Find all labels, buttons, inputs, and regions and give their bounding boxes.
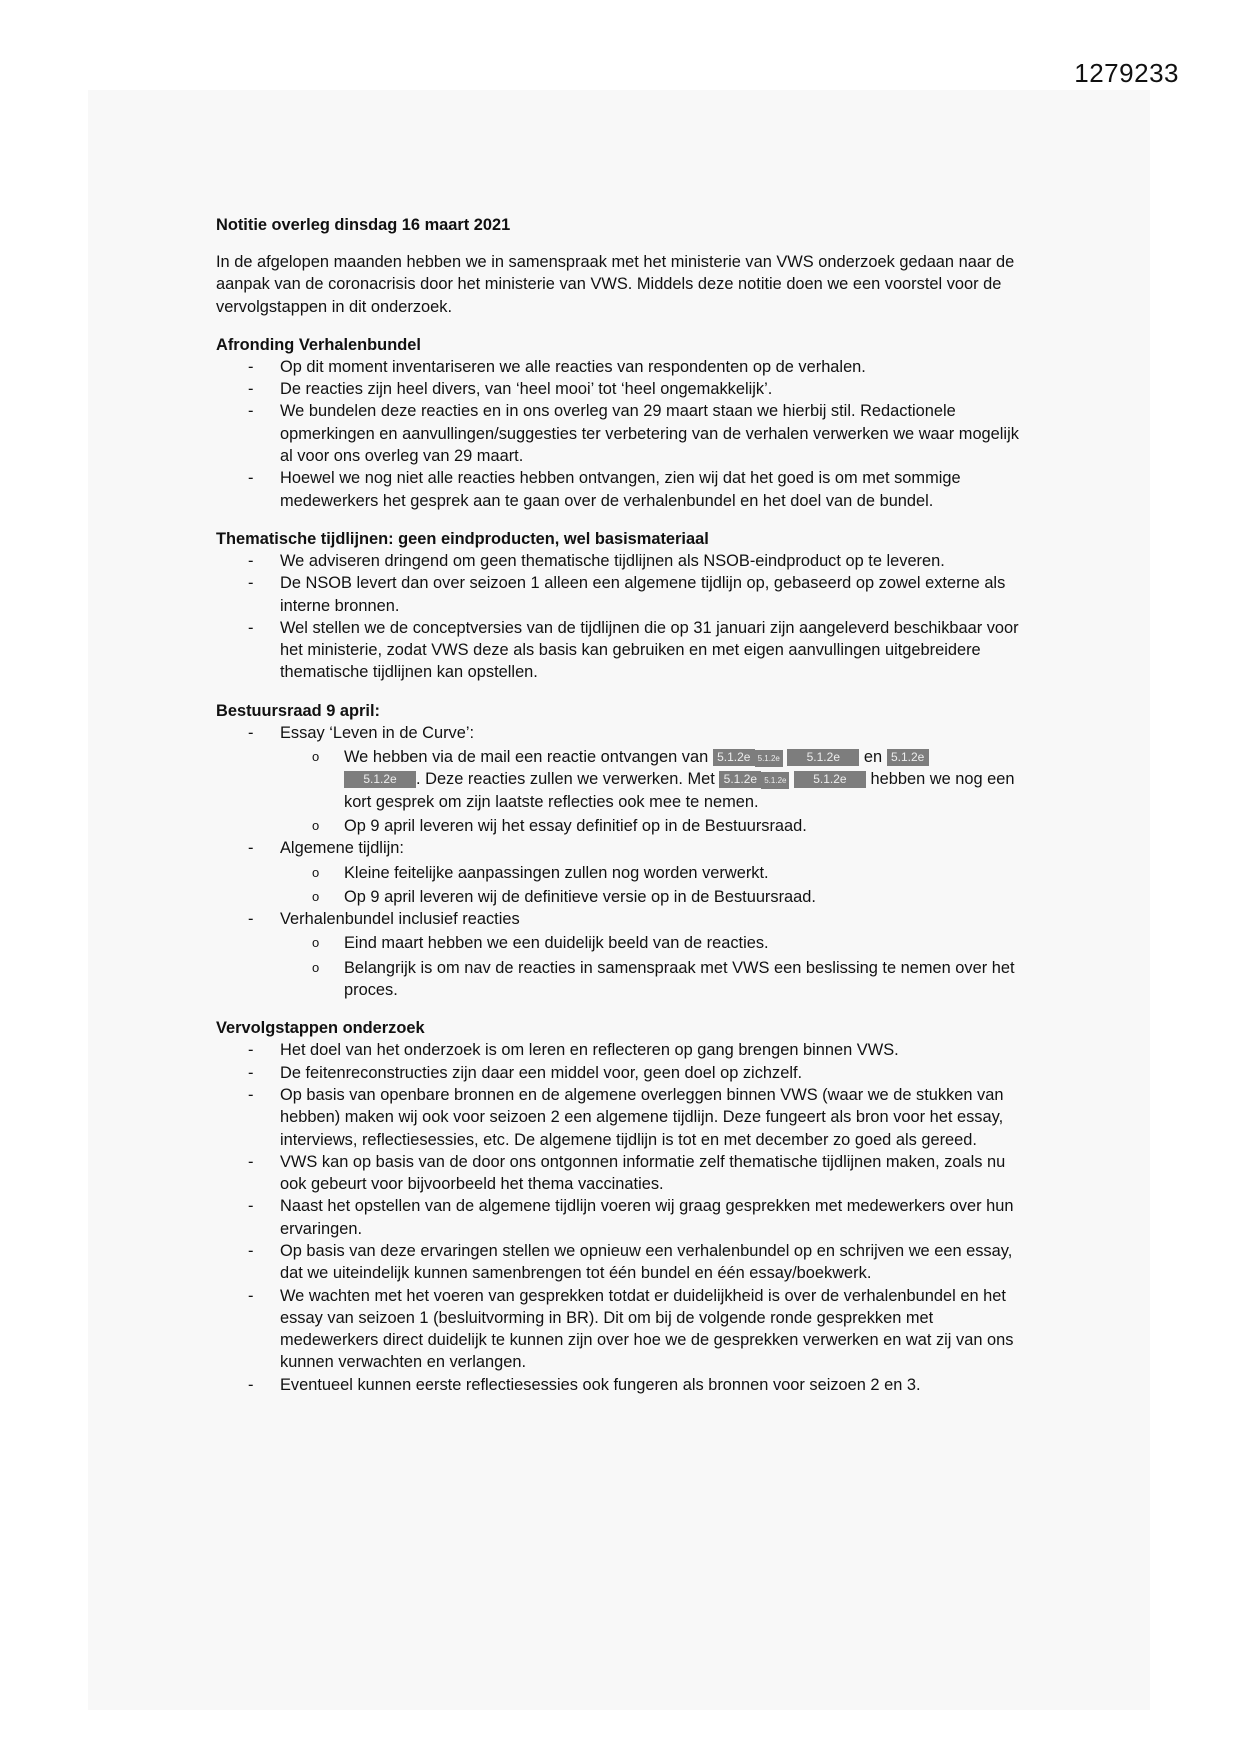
sublist-text: We hebben via de mail een reactie ontvangen van <box>344 748 709 767</box>
tijdlijn-label: Algemene tijdlijn: <box>280 839 404 858</box>
list-item: - We wachten met het voeren van gesprekken totdat er duidelijkheid is over de verhalenbundel en het essay van seizoen 1 (besluitvorming in BR). Dit om bij de volgende ronde gesprekken met medewerkers direct duidelijk te kunnen zijn over hoe we de gesprekken verwerken en wat zij van ons kunnen verwachten en verlangen. <box>216 1285 1036 1374</box>
section-list-verhalenbundel <box>216 356 1036 512</box>
list-item: - Het doel van het onderzoek is om leren en reflecteren op gang brengen binnen VWS. <box>216 1039 1036 1061</box>
sublist-item: o Op 9 april leveren wij de definitieve versie op in de Bestuursraad. <box>280 886 1036 908</box>
tijdlijn-sublist <box>280 862 1036 909</box>
document-number: 1279233 <box>1074 58 1179 88</box>
redaction-block: 5.1.2e <box>761 772 789 789</box>
bundel-sublist <box>280 932 1036 1001</box>
list-item: - We bundelen deze reacties en in ons overleg van 29 maart staan we hierbij stil. Redactionele opmerkingen en aanvullingen/suggesties ter verbetering van de verhalen verwerken we waar mogelijk al voor ons overleg van 29 maart. <box>216 400 1036 467</box>
document-body <box>216 214 1036 1396</box>
list-item-essay <box>216 722 1036 837</box>
document-title: Notitie overleg dinsdag 16 maart 2021 <box>216 216 511 234</box>
list-item: - VWS kan op basis van de door ons ontgonnen informatie zelf thematische tijdlijnen maken, zoals nu ook gebeurt voor bijvoorbeeld het thema vaccinaties. <box>216 1151 1036 1196</box>
list-item: - Wel stellen we de conceptversies van de tijdlijnen die op 31 januari zijn aangeleverd beschikbaar voor het ministerie, zodat VWS deze als basis kan gebruiken en met eigen aanvullingen uitgebreidere thematische tijdlijnen kan opstellen. <box>216 617 1036 684</box>
section-heading-tijdlijnen: Thematische tijdlijnen: geen eindproducten, wel basismateriaal <box>216 529 709 548</box>
list-item: - Op basis van openbare bronnen en de algemene overleggen binnen VWS (waar we de stukken van hebben) maken wij ook voor seizoen 2 een algemene tijdlijn. Deze fungeert als bron voor het essay, interviews, reflectiesessies, etc. De algemene tijdlijn is tot en met december zo goed als gereed. <box>216 1084 1036 1151</box>
redaction-block: 5.1.2e <box>755 750 783 767</box>
list-item-bundel <box>216 908 1036 1001</box>
sublist-item: o Belangrijk is om nav de reacties in samenspraak met VWS een beslissing te nemen over het proces. <box>280 957 1036 1002</box>
section-list-vervolgstappen <box>216 1039 1036 1396</box>
sublist-item: o Eind maart hebben we een duidelijk beeld van de reacties. <box>280 932 1036 954</box>
bundel-label: Verhalenbundel inclusief reacties <box>280 910 520 929</box>
sublist-item <box>280 746 1036 813</box>
sublist-text: . Deze reacties zullen we verwerken. Met <box>416 770 715 789</box>
list-item: - Hoewel we nog niet alle reacties hebben ontvangen, zien wij dat het goed is om met sommige medewerkers het gesprek aan te gaan over de verhalenbundel en het doel van de bundel. <box>216 467 1036 512</box>
list-item: - We adviseren dringend om geen thematische tijdlijnen als NSOB-eindproduct op te leveren. <box>216 550 1036 572</box>
intro-paragraph: In de afgelopen maanden hebben we in samenspraak met het ministerie van VWS onderzoek gedaan naar de aanpak van de coronacrisis door het ministerie van VWS. Middels deze notitie doen we een voorstel voor de vervolgstappen in dit onderzoek. <box>216 253 1015 316</box>
list-item: - De reacties zijn heel divers, van ‘heel mooi’ tot ‘heel ongemakkelijk’. <box>216 378 1036 400</box>
redaction-block: 5.1.2e <box>719 771 761 788</box>
redaction-block: 5.1.2e <box>887 749 929 766</box>
sublist-text: hebben we nog een kort gesprek om zijn laatste reflecties ook mee te nemen. <box>344 770 1015 811</box>
list-item: - Eventueel kunnen eerste reflectiesessies ook fungeren als bronnen voor seizoen 2 en 3. <box>216 1374 1036 1396</box>
essay-sublist <box>280 746 1036 837</box>
essay-label: Essay ‘Leven in de Curve’: <box>280 723 475 742</box>
redaction-block: 5.1.2e <box>344 771 416 788</box>
sublist-item: o Kleine feitelijke aanpassingen zullen nog worden verwerkt. <box>280 862 1036 884</box>
redaction-block: 5.1.2e <box>794 771 866 788</box>
section-list-bestuursraad <box>216 722 1036 1002</box>
list-item: - Naast het opstellen van de algemene tijdlijn voeren wij graag gesprekken met medewerkers over hun ervaringen. <box>216 1195 1036 1240</box>
list-item: - Op dit moment inventariseren we alle reacties van respondenten op de verhalen. <box>216 356 1036 378</box>
list-item: - De feitenreconstructies zijn daar een middel voor, geen doel op zichzelf. <box>216 1062 1036 1084</box>
section-heading-bestuursraad: Bestuursraad 9 april: <box>216 701 380 720</box>
redaction-block: 5.1.2e <box>713 749 755 766</box>
list-item: - Op basis van deze ervaringen stellen we opnieuw een verhalenbundel op en schrijven we een essay, dat we uiteindelijk kunnen samenbrengen tot één bundel en één essay/boekwerk. <box>216 1240 1036 1285</box>
redaction-block: 5.1.2e <box>787 749 859 766</box>
list-item-tijdlijn <box>216 837 1036 908</box>
section-heading-vervolgstappen: Vervolgstappen onderzoek <box>216 1019 425 1038</box>
list-item: - De NSOB levert dan over seizoen 1 alleen een algemene tijdlijn op, gebaseerd op zowel externe als interne bronnen. <box>216 572 1036 617</box>
section-list-tijdlijnen <box>216 550 1036 684</box>
sublist-text: en <box>863 748 883 767</box>
section-heading-verhalenbundel: Afronding Verhalenbundel <box>216 335 421 354</box>
sublist-item: o Op 9 april leveren wij het essay definitief op in de Bestuursraad. <box>280 815 1036 837</box>
